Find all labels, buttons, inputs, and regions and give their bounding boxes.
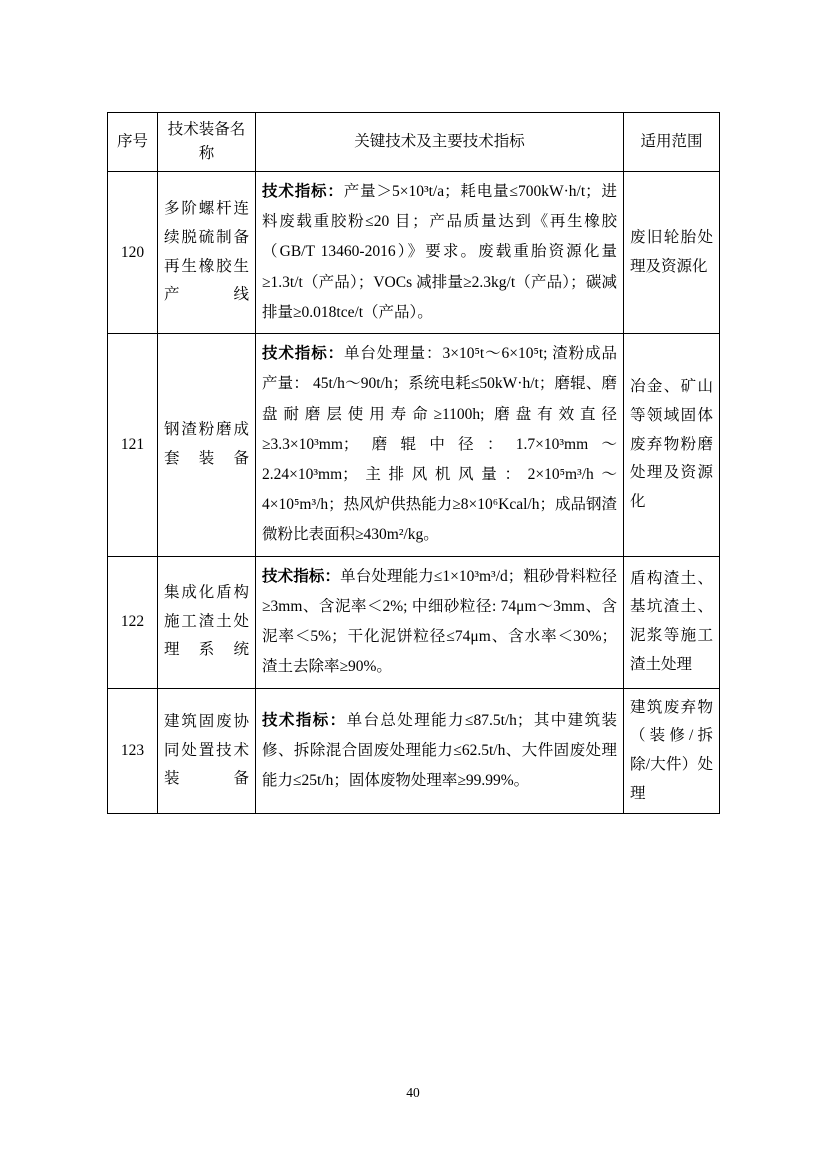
row-equipment-name: 集成化盾构施工渣土处理系统 <box>158 556 256 688</box>
column-header-scope <box>624 113 720 172</box>
page-number: 40 <box>406 1085 420 1100</box>
row-number: 123 <box>108 688 158 814</box>
spec-table-container <box>107 112 719 814</box>
column-header-no <box>108 113 158 172</box>
table-header <box>108 113 720 172</box>
row-equipment-name: 钢渣粉磨成套装备 <box>158 334 256 557</box>
row-scope: 冶金、矿山等领域固体废弃物粉磨处理及资源化 <box>624 334 720 557</box>
spec-table <box>107 112 720 814</box>
table-row <box>108 334 720 557</box>
table-row <box>108 688 720 814</box>
tech-spec-label: 技术指标： <box>262 711 347 729</box>
tech-spec-text: 产量＞5×10³t/a；耗电量≤700kW·h/t；进料废载重胶粉≤20 目；产品质量达到《再生橡胶（GB/T 13460-2016）》要求。废载重胎资源化量≥1.3t/t（产品）；VOCs 减排量≥2.3kg/t（产品）；碳减排量≥0.018tce/t（产品）。 <box>262 183 617 321</box>
tech-spec-text: 单台总处理能力≤87.5t/h；其中建筑装修、拆除混合固废处理能力≤62.5t/h、大件固废处理能力≤25t/h；固体废物处理率≥99.99%。 <box>262 711 617 789</box>
column-header-tech <box>256 113 624 172</box>
column-header-name <box>158 113 256 172</box>
tech-spec-text: 单台处理能力≤1×10³m³/d；粗砂骨料粒径≥3mm、含泥率＜2%; 中细砂粒径: 74μm～3mm、含泥率＜5%；干化泥饼粒径≤74μm、含水率＜30%；渣土去除率≥90%。 <box>262 567 617 676</box>
row-number: 120 <box>108 172 158 334</box>
tech-spec-label: 技术指标： <box>262 345 345 363</box>
row-tech-spec <box>256 556 624 688</box>
table-row <box>108 172 720 334</box>
row-tech-spec <box>256 334 624 557</box>
row-scope: 建筑废弃物（装修/拆除/大件）处理 <box>624 688 720 814</box>
row-tech-spec <box>256 172 624 334</box>
tech-spec-text: 单台处理量：3×10⁵t～6×10⁵t; 渣粉成品产量： 45t/h～90t/h；系统电耗≤50kW·h/t；磨辊、磨盘耐磨层使用寿命≥1100h; 磨盘有效直径≥3.3×10³mm；磨辊中径：1.7×10³mm～2.24×10³mm；主排风机风量：2×10⁵m³/h～4×10⁵m³/h；热风炉供热能力≥8×10⁶Kcal/h；成品钢渣微粉比表面积≥430m²/kg。 <box>262 345 617 544</box>
row-tech-spec <box>256 688 624 814</box>
row-equipment-name: 多阶螺杆连续脱硫制备再生橡胶生产线 <box>158 172 256 334</box>
tech-spec-label: 技术指标： <box>262 183 344 201</box>
row-equipment-name: 建筑固废协同处置技术装备 <box>158 688 256 814</box>
table-body <box>108 172 720 814</box>
row-scope: 盾构渣土、基坑渣土、泥浆等施工渣土处理 <box>624 556 720 688</box>
row-scope: 废旧轮胎处理及资源化 <box>624 172 720 334</box>
row-number: 122 <box>108 556 158 688</box>
column-header-name-label: 技术装备名称 <box>167 121 246 163</box>
table-row <box>108 556 720 688</box>
column-header-no-label: 序号 <box>116 133 148 150</box>
row-number: 121 <box>108 334 158 557</box>
column-header-scope-label: 适用范围 <box>640 133 703 150</box>
column-header-tech-label: 关键技术及主要技术指标 <box>354 133 525 150</box>
tech-spec-label: 技术指标： <box>262 567 341 585</box>
table-header-row <box>108 113 720 172</box>
